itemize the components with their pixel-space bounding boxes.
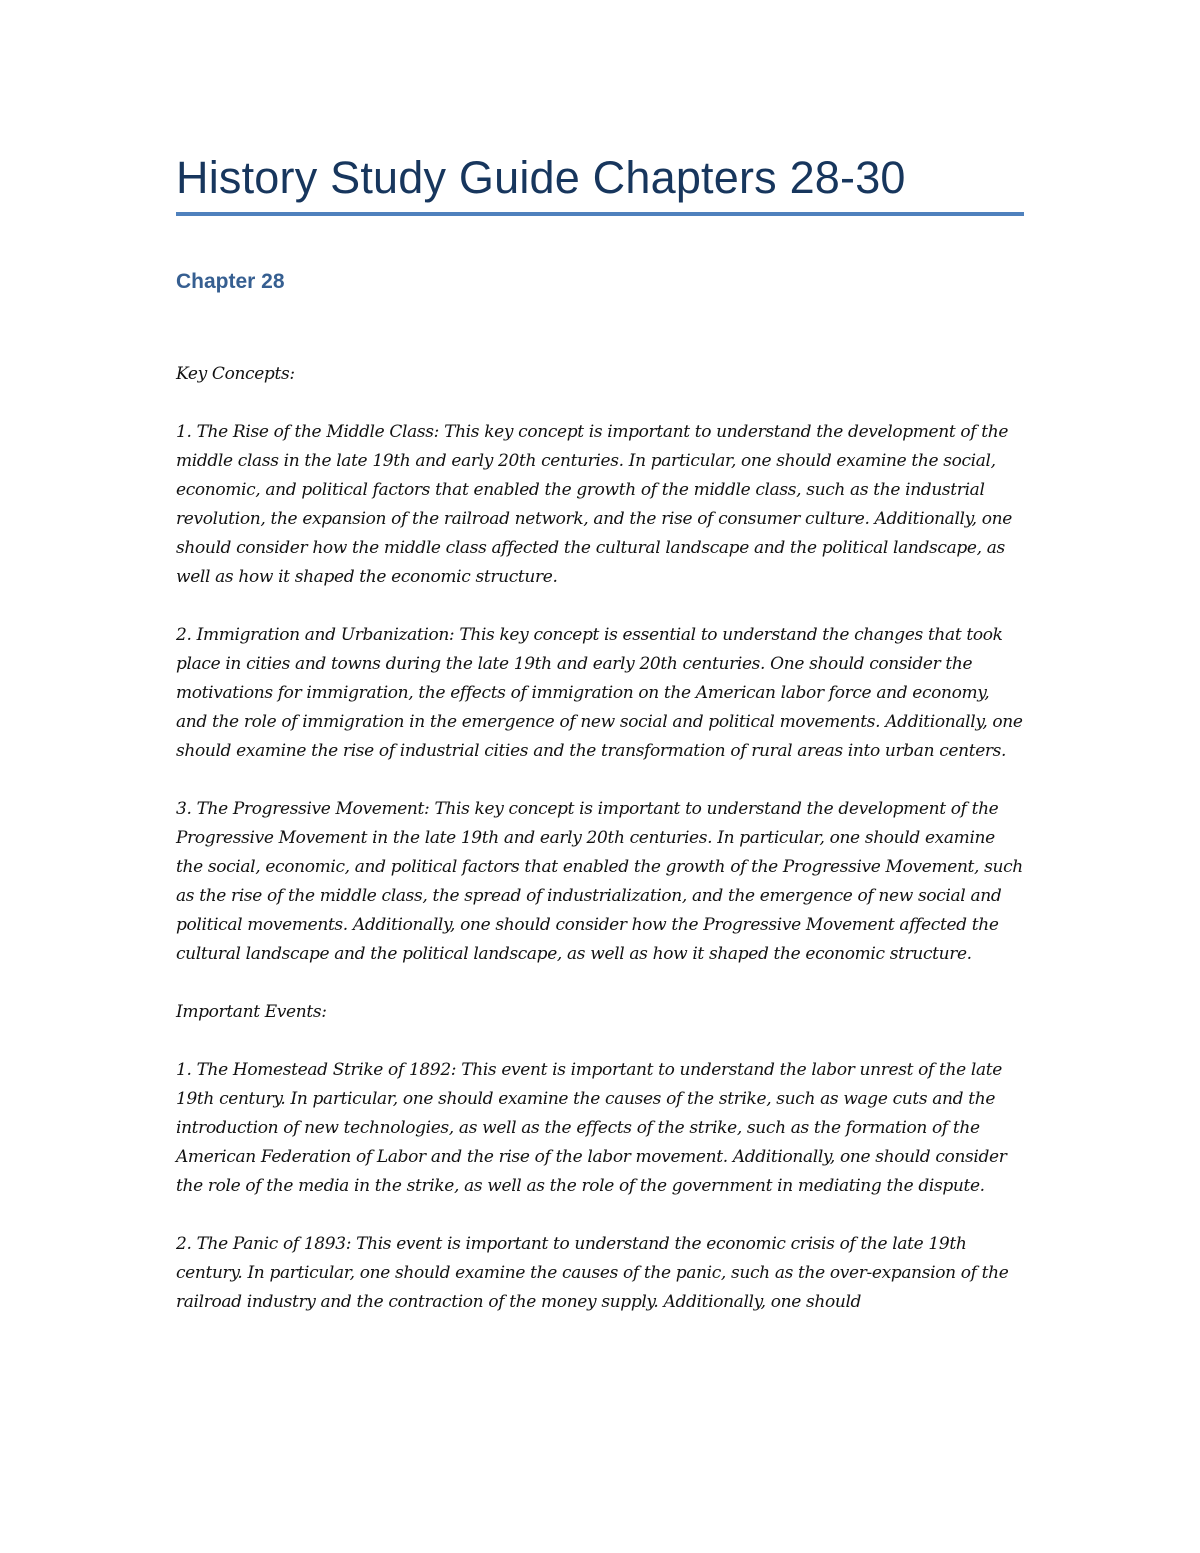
- chapter-heading: Chapter 28: [176, 270, 285, 293]
- document-title: History Study Guide Chapters 28-30: [176, 152, 906, 203]
- key-concepts-label: Key Concepts:: [176, 364, 295, 384]
- key-concept-paragraph: 2. Immigration and Urbanization: This key concept is essential to understand the changes that took place in cities and towns during the late 19th and early 20th centuries. One should consider the motivations for immigration, the effects of immigration on the American labor force and economy, and the role of immigration in the emergence of new social and political movements. Additionally, one should examine the rise of industrial cities and the transformation of rural areas into urban centers.: [176, 625, 1023, 761]
- key-concept-paragraph: 1. The Rise of the Middle Class: This key concept is important to understand the development of the middle class in the late 19th and early 20th centuries. In particular, one should examine the social, economic, and political factors that enabled the growth of the middle class, such as the industrial revolution, the expansion of the railroad network, and the rise of consumer culture. Additionally, one should consider how the middle class affected the cultural landscape and the political landscape, as well as how it shaped the economic structure.: [176, 422, 1012, 587]
- document-body: [176, 150, 1024, 1317]
- title-underline-rule: [176, 212, 1024, 216]
- key-concept-paragraph: 3. The Progressive Movement: This key concept is important to understand the development of the Progressive Movement in the late 19th and early 20th centuries. In particular, one should examine the social, economic, and political factors that enabled the growth of the Progressive Movement, such as the rise of the middle class, the spread of industrialization, and the emergence of new social and political movements. Additionally, one should consider how the Progressive Movement affected the cultural landscape and the political landscape, as well as how it shaped the economic structure.: [176, 799, 1023, 964]
- important-event-paragraph: 2. The Panic of 1893: This event is important to understand the economic crisis of the late 19th century. In particular, one should examine the causes of the panic, such as the over-expansion of the railroad industry and the contraction of the money supply. Additionally, one should: [176, 1234, 1009, 1312]
- important-events-label: Important Events:: [176, 1002, 327, 1022]
- important-event-paragraph: 1. The Homestead Strike of 1892: This event is important to understand the labor unrest of the late 19th century. In particular, one should examine the causes of the strike, such as wage cuts and the introduction of new technologies, as well as the effects of the strike, such as the formation of the American Federation of Labor and the rise of the labor movement. Additionally, one should consider the role of the media in the strike, as well as the role of the government in mediating the dispute.: [176, 1060, 1007, 1196]
